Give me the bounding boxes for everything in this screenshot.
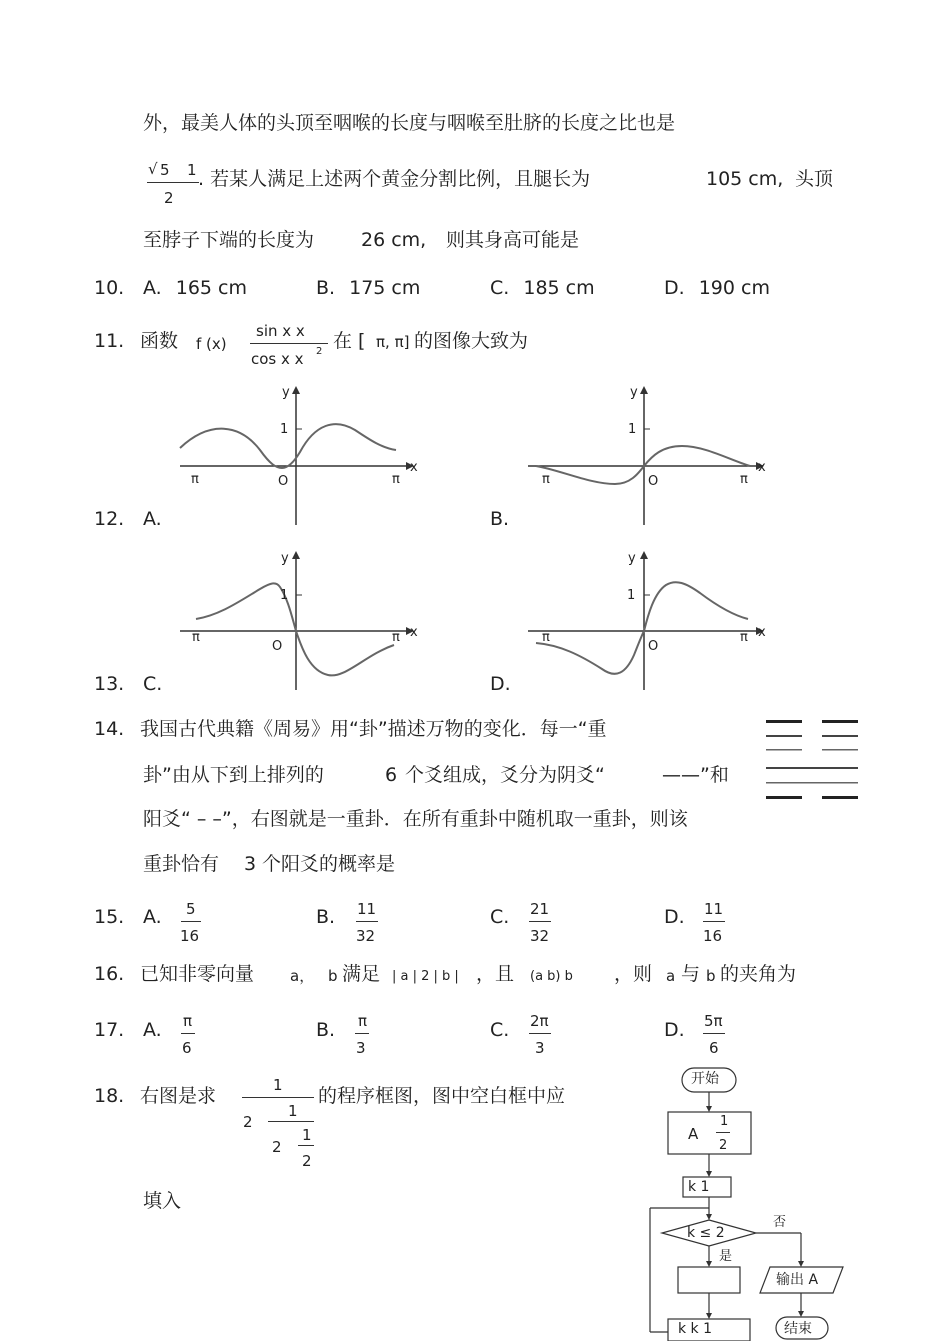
q15-c-num: 21 [530, 900, 550, 918]
flow-cond: k ≤ 2 [687, 1225, 725, 1241]
q14-line4a: 重卦恰有 [143, 853, 220, 875]
option-label: C. [490, 906, 510, 928]
option-label: D. [664, 1019, 685, 1041]
q11-interval: π, π] [376, 333, 410, 351]
q11-number: 11. [94, 330, 125, 352]
option-value: 175 cm [349, 277, 421, 299]
q17-c-den: 3 [535, 1039, 545, 1057]
q15-number: 15. [94, 906, 125, 928]
q18-frac-line-2 [268, 1121, 314, 1122]
q15-option-a[interactable] [143, 906, 162, 928]
q18-fill: 填入 [143, 1190, 182, 1212]
q11-fx: f (x) [196, 335, 227, 353]
graph-a-one-label: 1 [280, 422, 289, 437]
graph-c [170, 545, 430, 695]
q16-cond1: | a | 2 | b | [392, 969, 459, 984]
graph-b-y-label: y [630, 385, 638, 400]
q11-tail: 的图像大致为 [414, 330, 529, 352]
q9-frac-num-sqrt: 5 [160, 161, 170, 179]
q17-option-b[interactable] [316, 1019, 335, 1041]
q18-frac-5: 1 [302, 1126, 312, 1144]
q16-t6: 的夹角为 [720, 963, 797, 985]
q17-b-den: 3 [356, 1039, 366, 1057]
q11-mid: 在 [ [333, 330, 366, 352]
graph-a-y-label: y [282, 385, 290, 400]
q16-vec-a: a， [290, 967, 315, 985]
q15-a-num: 5 [186, 900, 196, 918]
q18-frac-1: 1 [273, 1076, 283, 1094]
q15-b-line [356, 921, 378, 922]
option-label: B. [316, 906, 336, 928]
q18-frac-4: 2 [272, 1138, 282, 1156]
q10-option-c[interactable] [490, 277, 595, 299]
q16-vec-b: b [328, 967, 338, 985]
q9-frac-num-rest: 1 [187, 161, 197, 179]
q18-tail: 的程序框图，图中空白框中应 [318, 1085, 566, 1107]
graph-a-neg-pi: π [191, 472, 199, 487]
flow-end: 结束 [784, 1321, 812, 1337]
q14-line1: 我国古代典籍《周易》用“卦”描述万物的变化．每一“重 [140, 718, 607, 740]
q16-number: 16. [94, 963, 125, 985]
q13-option-d[interactable]: D. [490, 673, 511, 695]
q17-option-c[interactable] [490, 1019, 509, 1041]
q9-line3-tail: 则其身高可能是 [446, 229, 580, 251]
q11-denominator: cos x x [251, 350, 304, 368]
option-label: A. [143, 277, 162, 299]
flowchart [640, 1062, 860, 1341]
graph-a-pi: π [392, 472, 400, 487]
flow-half-line [716, 1132, 730, 1133]
q18-lead: 右图是求 [140, 1085, 217, 1107]
q12-number: 12. [94, 508, 125, 530]
q9-line2: . 若某人满足上述两个黄金分割比例，且腿长为 [198, 168, 591, 190]
q13-option-c[interactable]: C. [143, 673, 163, 695]
q17-option-a[interactable] [143, 1019, 162, 1041]
q11-lead: 函数 [140, 330, 179, 352]
q14-line3: 阳爻“ – –”，右图就是一重卦．在所有重卦中随机取一重卦，则该 [143, 808, 688, 830]
q10-option-d[interactable] [664, 277, 770, 299]
q9-line1: 外，最美人体的头顶至咽喉的长度与咽喉至肚脐的长度之比也是 [143, 112, 676, 134]
flow-k-inc: k k 1 [678, 1321, 713, 1337]
q9-neck-length: 26 cm, [361, 229, 427, 251]
graph-d-y-label: y [628, 551, 636, 566]
graph-d-origin: O [648, 639, 659, 654]
q13-number: 13. [94, 673, 125, 695]
q18-frac-6: 2 [302, 1152, 312, 1170]
graph-b-pi: π [740, 472, 748, 487]
q14-six: 6 [385, 764, 398, 786]
q18-frac-2: 2 [243, 1113, 253, 1131]
option-label: C. [490, 1019, 510, 1041]
q17-option-d[interactable] [664, 1019, 685, 1041]
q16-t1: 已知非零向量 [140, 963, 255, 985]
graph-c-y-label: y [281, 551, 289, 566]
q16-t5: 与 [681, 963, 701, 985]
option-value: 190 cm [698, 277, 770, 299]
flow-output: 输出 A [776, 1272, 819, 1288]
graph-c-pi: π [392, 630, 400, 645]
q17-c-num: 2π [530, 1012, 549, 1030]
q15-c-den: 32 [530, 927, 550, 945]
q17-b-num: π [358, 1012, 368, 1030]
q16-t4: ，则 [614, 963, 653, 985]
graph-d-pi: π [740, 630, 748, 645]
q10-option-b[interactable] [316, 277, 420, 299]
q11-numerator: sin x x [256, 322, 305, 340]
graph-c-neg-pi: π [192, 630, 200, 645]
q15-option-c[interactable] [490, 906, 509, 928]
q10-option-a[interactable] [143, 277, 247, 299]
q15-d-line [703, 921, 725, 922]
q17-a-num: π [183, 1012, 193, 1030]
q11-square: 2 [316, 346, 323, 357]
q14-line2b: 个爻组成，爻分为阴爻“ [405, 764, 605, 786]
flow-assign-a: A [688, 1125, 699, 1143]
q16-t3: ，且 [476, 963, 515, 985]
q12-option-b[interactable]: B. [490, 508, 510, 530]
graph-b-origin: O [648, 474, 659, 489]
q17-d-num: 5π [704, 1012, 723, 1030]
q18-number: 18. [94, 1085, 125, 1107]
q15-b-den: 32 [356, 927, 376, 945]
option-label: D. [664, 277, 685, 299]
q15-c-line [529, 921, 551, 922]
graph-c-origin: O [272, 639, 283, 654]
option-label: D. [664, 906, 685, 928]
graph-b [520, 380, 780, 530]
q10-number: 10. [94, 277, 125, 299]
hexagram-figure [762, 716, 862, 806]
q14-line2c: ——”和 [662, 764, 729, 786]
graph-d-one-label: 1 [627, 588, 636, 603]
q12-option-a[interactable]: A. [143, 508, 162, 530]
q18-frac-line-3 [298, 1145, 314, 1146]
q9-frac-den: 2 [164, 189, 174, 207]
q16-t2: 满足 [342, 963, 381, 985]
graph-b-one-label: 1 [628, 422, 637, 437]
flow-half-num: 1 [720, 1114, 729, 1129]
q17-c-line [529, 1033, 551, 1034]
q15-d-den: 16 [703, 927, 723, 945]
q16-cond2: (a b) b [530, 969, 573, 984]
q14-number: 14. [94, 718, 125, 740]
graph-b-neg-pi: π [542, 472, 550, 487]
q16-vec-b2: b [706, 967, 716, 985]
q17-a-line [181, 1033, 195, 1034]
graph-a [170, 380, 430, 530]
flow-start-label: 开始 [691, 1071, 719, 1087]
q14-line4b: 个阳爻的概率是 [262, 853, 396, 875]
flow-k-init: k 1 [688, 1179, 710, 1195]
graph-c-one-label: 1 [280, 588, 289, 603]
q15-a-line [181, 921, 201, 922]
graph-d-neg-pi: π [542, 630, 550, 645]
q17-number: 17. [94, 1019, 125, 1041]
graph-a-x-label: x [410, 460, 418, 475]
q15-d-num: 11 [704, 900, 724, 918]
q9-line2-tail: 头顶 [795, 168, 834, 190]
q15-option-b[interactable] [316, 906, 335, 928]
flow-no: 否 [773, 1215, 787, 1230]
q9-line3: 至脖子下端的长度为 [143, 229, 315, 251]
q17-b-line [355, 1033, 369, 1034]
q18-frac-3: 1 [288, 1102, 298, 1120]
q9-leg-length: 105 cm, [706, 168, 784, 190]
q15-option-d[interactable] [664, 906, 685, 928]
q17-a-den: 6 [182, 1039, 192, 1057]
option-label: A. [143, 1019, 162, 1041]
q15-b-num: 11 [357, 900, 377, 918]
flow-half-den: 2 [719, 1138, 728, 1153]
option-label: C. [490, 277, 510, 299]
q17-d-den: 6 [709, 1039, 719, 1057]
option-label: B. [316, 277, 336, 299]
q9-frac-sqrt: √ [148, 160, 158, 178]
q18-frac-line-1 [242, 1097, 314, 1098]
option-label: A. [143, 906, 162, 928]
q15-a-den: 16 [180, 927, 200, 945]
q14-three: 3 [244, 853, 257, 875]
q14-line2a: 卦”由从下到上排列的 [143, 764, 324, 786]
graph-d-x-label: x [758, 625, 766, 640]
graph-a-origin: O [278, 474, 289, 489]
q17-d-line [703, 1033, 725, 1034]
q16-vec-a2: a [666, 967, 676, 985]
q9-frac-line [147, 182, 199, 183]
graph-d [520, 545, 780, 695]
graph-b-x-label: x [758, 460, 766, 475]
graph-c-x-label: x [410, 625, 418, 640]
option-value: 185 cm [523, 277, 595, 299]
flow-yes: 是 [719, 1249, 733, 1264]
option-label: B. [316, 1019, 336, 1041]
option-value: 165 cm [175, 277, 248, 299]
